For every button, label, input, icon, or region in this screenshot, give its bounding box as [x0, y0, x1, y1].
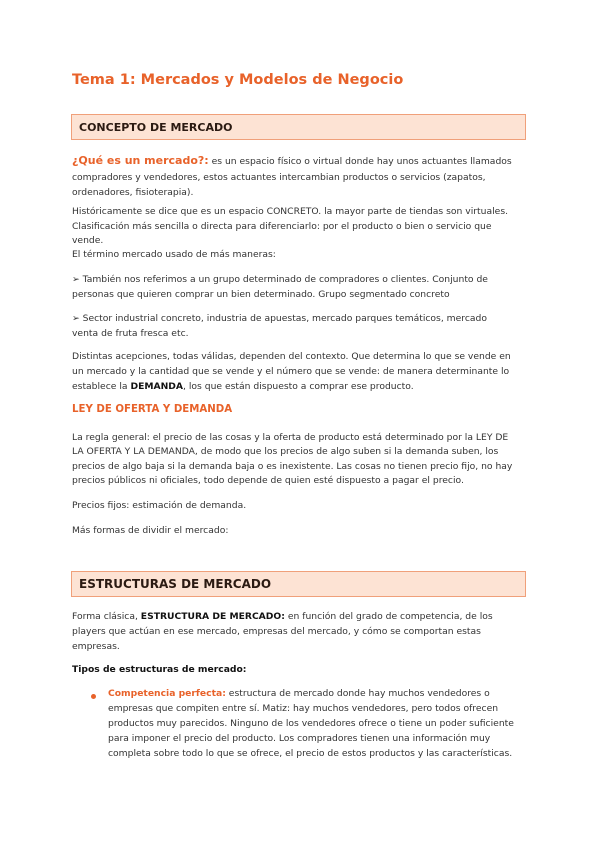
paragraph-line — [72, 609, 532, 624]
section-heading-text: CONCEPTO DE MERCADO — [79, 121, 233, 134]
paragraph-line: precios de algo baja si la demanda baja o es inexistente. Las cosas no tienen precio fijo, no hay — [72, 461, 513, 472]
question-line-3: ordenadores, fisioterapia). — [72, 187, 194, 198]
question-line — [72, 153, 532, 169]
text-fragment: en función del grado de competencia, de los — [284, 611, 493, 622]
paragraph-line: LA OFERTA Y LA DEMANDA, de modo que los precios de algo suben si la demanda suben, los — [72, 446, 499, 457]
bold-estructura: ESTRUCTURA DE MERCADO: — [140, 611, 285, 622]
paragraph-line: empresas. — [72, 641, 120, 652]
text-fragment: establece la — [72, 381, 131, 392]
section-heading-estructuras — [71, 571, 526, 597]
paragraph-line: La regla general: el precio de las cosas y la oferta de producto está determinado por la LEY DE — [72, 432, 509, 443]
paragraph-line: Históricamente se dice que es un espacio CONCRETO. la mayor parte de tiendas son virtuales. — [72, 206, 509, 217]
paragraph-line: vende. — [72, 235, 104, 246]
paragraph-line: El término mercado usado de más maneras: — [72, 249, 276, 260]
bold-demanda: DEMANDA — [130, 381, 184, 392]
arrow-item-line: venta de fruta fresca etc. — [72, 328, 189, 339]
paragraph-line: Más formas de dividir el mercado: — [72, 525, 229, 536]
paragraph-line: players que actúan en ese mercado, empresas del mercado, y cómo se comportan estas — [72, 626, 481, 637]
paragraph-line: Clasificación más sencilla o directa para diferenciarlo: por el producto o bien o servicio que — [72, 221, 492, 232]
paragraph-line: un mercado y la cantidad que se vende y el número que se vende: de manera determinante lo — [72, 366, 510, 377]
arrow-item-line: personas que quieren comprar un bien determinado. Grupo segmentado concreto — [72, 289, 450, 300]
bullet-line: productos muy parecidos. Ninguno de los vendedores ofrece o tiene un poder suficiente — [108, 718, 514, 729]
page-title: Tema 1: Mercados y Modelos de Negocio — [72, 72, 404, 88]
text-fragment: estructura de mercado donde hay muchos vendedores o — [225, 688, 490, 699]
text-fragment: Forma clásica, — [72, 611, 141, 622]
arrow-item-line: ➢ También nos referimos a un grupo determinado de compradores o clientes. Conjunto de — [72, 274, 488, 285]
subheading-ley: LEY DE OFERTA Y DEMANDA — [72, 404, 233, 415]
paragraph-line: precios públicos ni oficiales, todo depende de quien esté dispuesto a pagar el precio. — [72, 475, 464, 486]
question-label: ¿Qué es un mercado?: — [72, 154, 209, 167]
paragraph-line — [72, 379, 532, 394]
types-heading — [72, 662, 532, 677]
bullet-line: completa sobre todo lo que se ofrece, el precio de estos productos y las características. — [108, 748, 513, 759]
section-heading-concepto — [71, 114, 526, 140]
bullet-line: para imponer el precio del producto. Los compradores tienen una información muy — [108, 733, 491, 744]
question-line-2: compradores y vendedores, estos actuantes intercambian productos o servicios (zapatos, — [72, 172, 486, 183]
bullet-line — [108, 686, 528, 701]
paragraph-line: Precios fijos: estimación de demanda. — [72, 500, 247, 511]
section-heading-text: ESTRUCTURAS DE MERCADO — [79, 577, 272, 591]
question-text: es un espacio físico o virtual donde hay unos actuantes llamados — [208, 156, 512, 167]
bullet-line: empresas que compiten entre sí. Matiz: hay muchos vendedores, pero todos ofrecen — [108, 703, 499, 714]
text-fragment: , los que están dispuesto a comprar ese producto. — [183, 381, 414, 392]
bullet-dot — [91, 694, 96, 699]
paragraph-line: Distintas acepciones, todas válidas, dependen del contexto. Que determina lo que se vende en — [72, 351, 511, 362]
arrow-item-line: ➢ Sector industrial concreto, industria de apuestas, mercado parques temáticos, mercado — [72, 313, 487, 324]
types-heading-text: Tipos de estructuras de mercado: — [72, 664, 247, 675]
bullet-label: Competencia perfecta: — [108, 688, 226, 699]
